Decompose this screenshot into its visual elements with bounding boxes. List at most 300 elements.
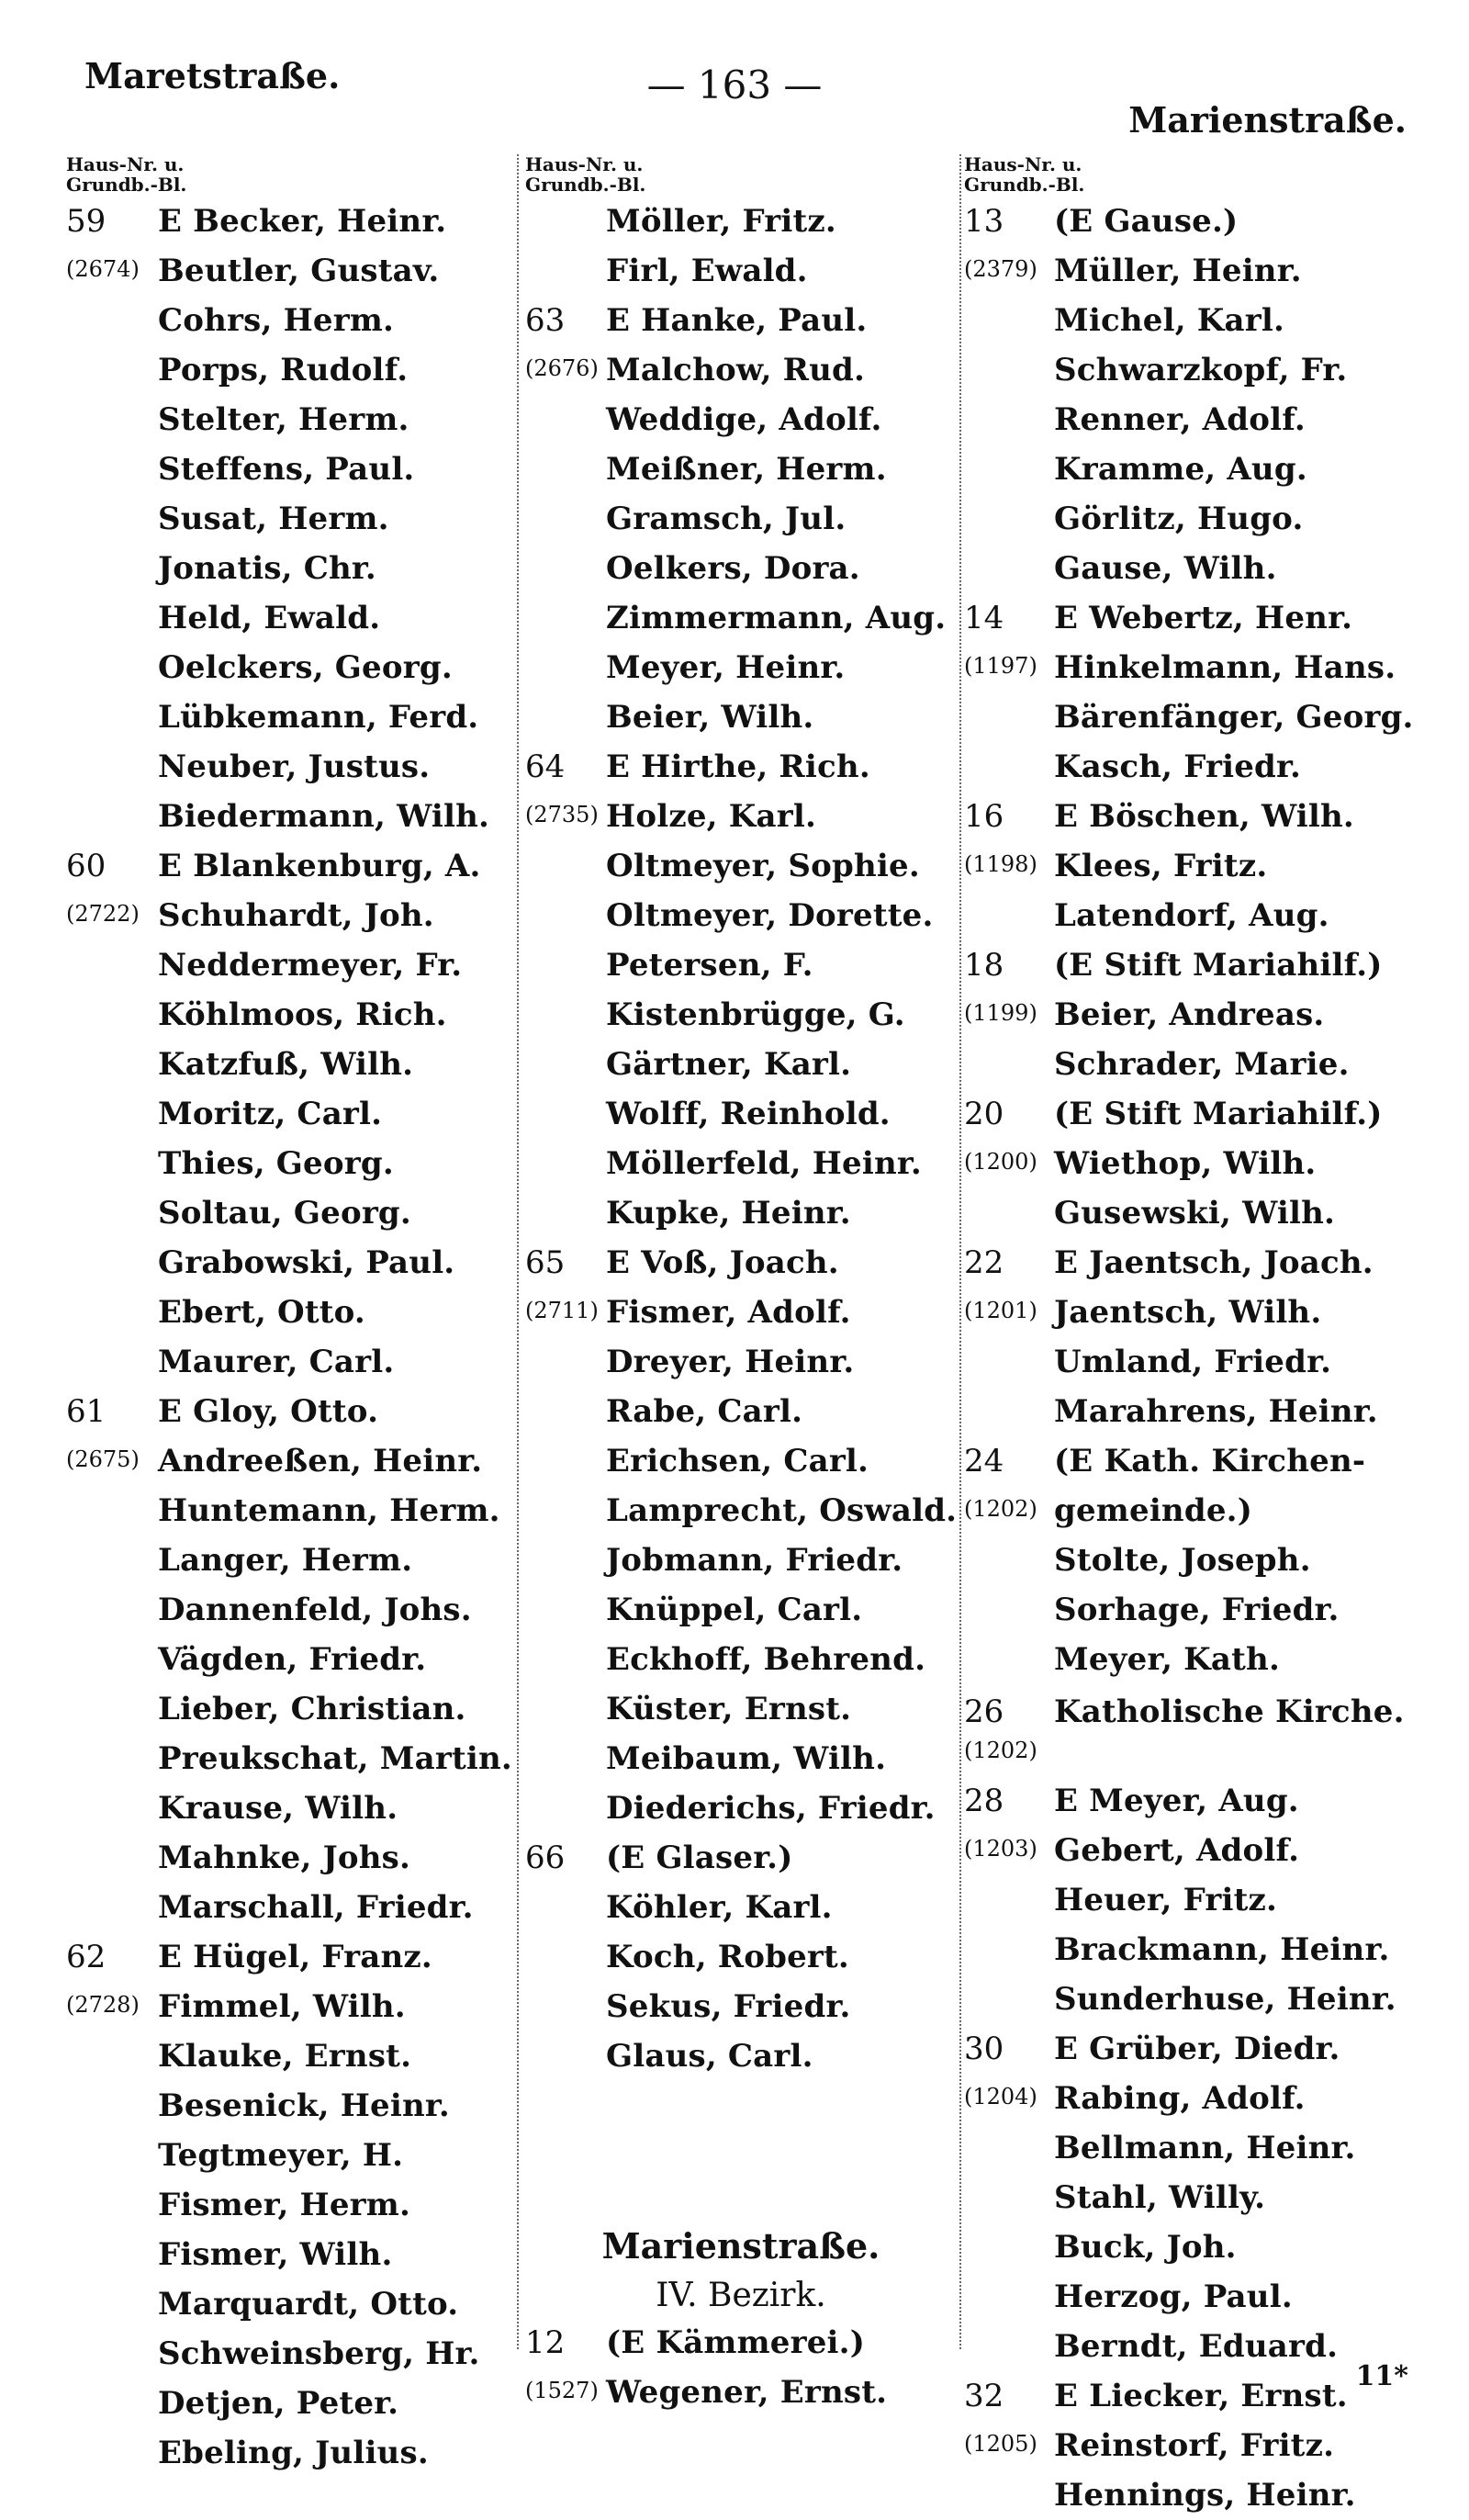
resident-name: Preukschat, Martin. (158, 1740, 512, 1777)
directory-entry (964, 2272, 1423, 2322)
resident-name: Huntemann, Herm. (158, 1492, 500, 1529)
resident-name: Berndt, Eduard. (1054, 2328, 1339, 2365)
directory-entry (964, 1238, 1423, 1288)
resident-name: Ebert, Otto. (158, 1294, 365, 1331)
entry-label (66, 1393, 158, 1430)
resident-name: Koch, Robert. (606, 1939, 849, 1975)
resident-name: Besenick, Heinr. (158, 2087, 450, 2124)
directory-entry (964, 1974, 1423, 2024)
directory-entry (964, 1925, 1423, 1974)
resident-name: Katzfuß, Wilh. (158, 1046, 414, 1083)
resident-name: Gause, Wilh. (1054, 550, 1277, 587)
directory-entry (964, 1536, 1423, 1585)
directory-entry (66, 1139, 514, 1188)
resident-name: Latendorf, Aug. (1054, 897, 1329, 934)
resident-name: (E Kath. Kirchen- (1054, 1443, 1366, 1479)
directory-entry (66, 345, 514, 395)
resident-name: Katholische Kirche. (1054, 1693, 1405, 1730)
directory-entry (525, 1536, 957, 1585)
entry-label (66, 255, 158, 287)
house-number: 12 (525, 2324, 566, 2361)
directory-entry (964, 345, 1423, 395)
directory-entry (66, 197, 514, 246)
directory-entry (66, 2031, 514, 2081)
land-register-number: (1200) (964, 1149, 1037, 1175)
directory-entry (66, 2180, 514, 2230)
directory-entry (964, 1826, 1423, 1875)
resident-name: Rabing, Adolf. (1054, 2080, 1306, 2117)
resident-name: Jonatis, Chr. (158, 550, 376, 587)
resident-name: Marschall, Friedr. (158, 1889, 474, 1926)
directory-entry (964, 1875, 1423, 1925)
resident-name: Neuber, Justus. (158, 748, 431, 785)
entry-label (964, 1244, 1054, 1281)
directory-entry (66, 1635, 514, 1684)
resident-name: Hennings, Heinr. (1054, 2477, 1356, 2514)
resident-name: Zimmermann, Aug. (606, 600, 947, 636)
resident-name: Klees, Fritz. (1054, 848, 1268, 884)
resident-name: Klauke, Ernst. (158, 2038, 412, 2075)
entry-label (964, 2430, 1054, 2461)
resident-name: Diederichs, Friedr. (606, 1790, 936, 1827)
resident-name: Biedermann, Wilh. (158, 798, 490, 835)
directory-entry (525, 246, 957, 296)
entry-label (525, 2324, 606, 2361)
directory-entry (525, 296, 957, 345)
directory-entry (525, 792, 957, 841)
directory-entry (66, 444, 514, 494)
resident-name: Kistenbrügge, G. (606, 996, 905, 1033)
house-number: 16 (964, 798, 1004, 835)
resident-name: Buck, Joh. (1054, 2229, 1237, 2266)
entry-label (964, 1785, 1054, 1817)
resident-name: (E Stift Mariahilf.) (1054, 947, 1383, 984)
column-head-line: Haus-Nr. u. (525, 153, 644, 175)
resident-name: E Hanke, Paul. (606, 302, 868, 339)
resident-name: Fismer, Wilh. (158, 2236, 393, 2273)
directory-entry (66, 2379, 514, 2428)
resident-name: Erichsen, Carl. (606, 1443, 869, 1479)
directory-entry (66, 296, 514, 345)
resident-name: Rabe, Carl. (606, 1393, 803, 1430)
house-number: 64 (525, 748, 566, 785)
resident-name: Küster, Ernst. (606, 1691, 852, 1727)
resident-name: Marahrens, Heinr. (1054, 1393, 1378, 1430)
directory-entry (525, 1635, 957, 1684)
directory-entry (964, 1387, 1423, 1436)
directory-entry (964, 1486, 1423, 1536)
running-header-left: Maretstraße. (84, 55, 341, 96)
directory-entry (964, 990, 1423, 1040)
signature-mark: 11* (1355, 2360, 1408, 2392)
directory-entry (525, 395, 957, 444)
directory-entry (964, 1040, 1423, 1089)
entry-label (964, 798, 1054, 835)
resident-name: E Liecker, Ernst. (1054, 2378, 1348, 2414)
resident-name: (E Gause.) (1054, 203, 1239, 240)
resident-name: (E Glaser.) (606, 1839, 793, 1876)
entry-label (964, 1835, 1054, 1866)
directory-entry (66, 1486, 514, 1536)
entry-label (964, 1098, 1054, 1130)
house-number: 28 (964, 1783, 1004, 1819)
resident-name: Sekus, Friedr. (606, 1988, 851, 2025)
directory-entry (525, 742, 957, 792)
resident-name: Held, Ewald. (158, 600, 381, 636)
resident-name: Firl, Ewald. (606, 253, 808, 289)
resident-name: Bärenfänger, Georg. (1054, 699, 1414, 736)
entry-label (964, 850, 1054, 882)
directory-entry (525, 940, 957, 990)
section-title: Marienstraße. (601, 2225, 880, 2267)
entry-label (525, 354, 606, 386)
entry-label (964, 1495, 1054, 1526)
directory-entry (525, 2318, 957, 2368)
resident-name: (E Kämmerei.) (606, 2324, 865, 2361)
directory-entry (66, 1089, 514, 1139)
resident-name: Gramsch, Jul. (606, 501, 847, 537)
entry-label (964, 947, 1054, 984)
directory-entry (964, 2421, 1423, 2470)
land-register-number: (1205) (964, 2431, 1037, 2457)
resident-name: Petersen, F. (606, 947, 813, 984)
directory-entry (66, 1436, 514, 1486)
resident-name: Langer, Herm. (158, 1542, 413, 1579)
directory-entry (66, 1783, 514, 1833)
directory-entry (66, 742, 514, 792)
column-head-line: Grundb.-Bl. (964, 174, 1085, 196)
resident-name: Herzog, Paul. (1054, 2278, 1293, 2315)
column-head (66, 154, 514, 195)
directory-entry (964, 593, 1423, 643)
resident-name: Oelckers, Georg. (158, 649, 453, 686)
land-register-number: (1199) (964, 1000, 1037, 1026)
directory-entry (525, 2368, 957, 2417)
house-number: 59 (66, 203, 107, 240)
directory-entry (525, 1734, 957, 1783)
directory-entry (964, 643, 1423, 692)
column-head-line: Grundb.-Bl. (66, 174, 187, 196)
entry-label (964, 203, 1054, 240)
directory-entry (525, 1684, 957, 1734)
resident-name: E Gloy, Otto. (158, 1393, 379, 1430)
land-register-number: (2735) (525, 802, 599, 827)
directory-entry (66, 1188, 514, 1238)
entry-label (66, 850, 158, 882)
directory-entry (964, 1635, 1423, 1684)
directory-entry (964, 197, 1423, 246)
resident-name: Knüppel, Carl. (606, 1592, 863, 1628)
house-number: 63 (525, 302, 566, 339)
directory-entry (525, 197, 957, 246)
directory-entry (525, 1337, 957, 1387)
page-number: — 163 — (646, 62, 823, 107)
directory-entry (66, 940, 514, 990)
entry-label (964, 2083, 1054, 2114)
land-register-number: (2379) (964, 256, 1037, 282)
resident-name: E Böschen, Wilh. (1054, 798, 1354, 835)
land-register-number: (2722) (66, 901, 140, 927)
directory-entry (66, 494, 514, 544)
directory-entry (66, 1238, 514, 1288)
entry-label (525, 748, 606, 785)
resident-name: Mahnke, Johs. (158, 1839, 411, 1876)
column-head (964, 154, 1423, 195)
directory-entry (525, 1238, 957, 1288)
resident-name: Porps, Rudolf. (158, 352, 409, 388)
directory-entry (964, 2470, 1423, 2520)
directory-entry (66, 2081, 514, 2131)
resident-name: Beutler, Gustav. (158, 253, 440, 289)
resident-name: Marquardt, Otto. (158, 2286, 459, 2323)
directory-entry (525, 1188, 957, 1238)
resident-name: Kupke, Heinr. (606, 1195, 851, 1232)
directory-entry (66, 1982, 514, 2031)
directory-entry (964, 2371, 1423, 2421)
directory-entry (525, 1387, 957, 1436)
directory-entry (964, 1776, 1423, 1826)
column-head (525, 154, 957, 195)
resident-name: Cohrs, Herm. (158, 302, 395, 339)
resident-name: Oltmeyer, Sophie. (606, 848, 920, 884)
resident-name: Wegener, Ernst. (606, 2374, 888, 2411)
land-register-number: (2674) (66, 256, 140, 282)
directory-entry (964, 1288, 1423, 1337)
resident-name: Dannenfeld, Johs. (158, 1592, 472, 1628)
resident-name: Möllerfeld, Heinr. (606, 1145, 922, 1182)
resident-name: gemeinde.) (1054, 1492, 1252, 1529)
directory-entry (66, 692, 514, 742)
land-register-number: (1527) (525, 2378, 599, 2403)
land-register-number: (1197) (964, 653, 1037, 679)
entry-label (525, 801, 606, 832)
land-register-number: (2728) (66, 1992, 140, 2018)
directory-entry (525, 1139, 957, 1188)
directory-entry (525, 544, 957, 593)
directory-entry (66, 1288, 514, 1337)
directory-entry (964, 1188, 1423, 1238)
entry-label (964, 999, 1054, 1030)
resident-name: E Hügel, Franz. (158, 1939, 432, 1975)
resident-name: Schuhardt, Joh. (158, 897, 434, 934)
directory-entry (66, 891, 514, 940)
directory-entry (66, 2279, 514, 2329)
resident-name: Grabowski, Paul. (158, 1244, 455, 1281)
resident-name: Neddermeyer, Fr. (158, 947, 463, 984)
directory-entry (964, 2222, 1423, 2272)
resident-name: E Webertz, Henr. (1054, 600, 1353, 636)
land-register-number: (1204) (964, 2084, 1037, 2109)
directory-entry (66, 990, 514, 1040)
resident-name: Malchow, Rud. (606, 352, 866, 388)
directory-entry (66, 643, 514, 692)
directory-entry (964, 841, 1423, 891)
resident-name: Wolff, Reinhold. (606, 1096, 891, 1132)
house-number: 26 (964, 1693, 1004, 1730)
resident-name: Thies, Georg. (158, 1145, 394, 1182)
resident-name: Hinkelmann, Hans. (1054, 649, 1396, 686)
house-number: 61 (66, 1393, 107, 1430)
entry-list (525, 197, 957, 2081)
resident-name: E Voß, Joach. (606, 1244, 839, 1281)
resident-name: Meyer, Heinr. (606, 649, 846, 686)
entry-label (66, 1991, 158, 2022)
resident-name: Steffens, Paul. (158, 451, 415, 488)
directory-entry (964, 891, 1423, 940)
resident-name: Görlitz, Hugo. (1054, 501, 1304, 537)
directory-entry (525, 1486, 957, 1536)
directory-entry (964, 2074, 1423, 2123)
directory-entry (964, 1684, 1423, 1776)
land-register-number: (1203) (964, 1836, 1037, 1862)
directory-entry (66, 2230, 514, 2279)
resident-name: Reinstorf, Fritz. (1054, 2427, 1335, 2464)
resident-name: E Blankenburg, A. (158, 848, 481, 884)
directory-entry (964, 2024, 1423, 2074)
directory-entry (525, 494, 957, 544)
directory-entry (66, 1040, 514, 1089)
directory-entry (525, 1436, 957, 1486)
directory-entry (964, 395, 1423, 444)
resident-name: Gärtner, Karl. (606, 1046, 852, 1083)
directory-entry (525, 1089, 957, 1139)
entry-label (964, 255, 1054, 287)
resident-name: Stelter, Herm. (158, 401, 409, 438)
resident-name: Oelkers, Dora. (606, 550, 860, 587)
entry-label (66, 203, 158, 240)
resident-name: Lamprecht, Oswald. (606, 1492, 958, 1529)
resident-name: Ebeling, Julius. (158, 2435, 429, 2471)
resident-name: Beier, Wilh. (606, 699, 814, 736)
resident-name: E Hirthe, Rich. (606, 748, 870, 785)
directory-entry (525, 1982, 957, 2031)
entry-label (66, 1941, 158, 1973)
house-number: 14 (964, 600, 1004, 636)
column-head-line: Grundb.-Bl. (525, 174, 646, 196)
resident-name: Gebert, Adolf. (1054, 1832, 1300, 1869)
directory-entry (66, 1883, 514, 1932)
house-number: 24 (964, 1443, 1004, 1479)
resident-name: Fimmel, Wilh. (158, 1988, 406, 2025)
entry-label (964, 1692, 1054, 1772)
resident-name: Schwarzkopf, Fr. (1054, 352, 1348, 388)
directory-entry (964, 1089, 1423, 1139)
resident-name: Lieber, Christian. (158, 1691, 466, 1727)
entry-label (964, 1297, 1054, 1328)
resident-name: E Becker, Heinr. (158, 203, 447, 240)
house-number: 20 (964, 1096, 1004, 1132)
directory-entry (525, 1833, 957, 1883)
entry-list (66, 197, 514, 2478)
entry-label (66, 1446, 158, 1477)
section-subtitle: IV. Bezirk. (656, 2277, 826, 2314)
directory-entry (964, 544, 1423, 593)
land-register-number: (1202) (964, 1738, 1037, 1763)
directory-entry (66, 1536, 514, 1585)
column-head-line: Haus-Nr. u. (964, 153, 1082, 175)
resident-name: Heuer, Fritz. (1054, 1882, 1278, 1918)
directory-entry (964, 1337, 1423, 1387)
column-divider (959, 154, 961, 2349)
house-number: 30 (964, 2031, 1004, 2067)
house-number: 32 (964, 2378, 1004, 2414)
entry-label (66, 900, 158, 931)
entry-label (964, 602, 1054, 634)
resident-name: Köhlmoos, Rich. (158, 996, 447, 1033)
column-3 (964, 154, 1423, 2520)
directory-entry (525, 444, 957, 494)
resident-name: Sorhage, Friedr. (1054, 1592, 1340, 1628)
directory-entry (525, 593, 957, 643)
resident-name: (E Stift Mariahilf.) (1054, 1096, 1383, 1132)
resident-name: Oltmeyer, Dorette. (606, 897, 934, 934)
resident-name: E Jaentsch, Joach. (1054, 1244, 1374, 1281)
directory-entry (66, 1734, 514, 1783)
resident-name: Renner, Adolf. (1054, 401, 1306, 438)
directory-entry (66, 395, 514, 444)
resident-name: Meißner, Herm. (606, 451, 887, 488)
resident-name: Schweinsberg, Hr. (158, 2335, 480, 2372)
resident-name: Müller, Heinr. (1054, 253, 1302, 289)
directory-entry (66, 544, 514, 593)
directory-entry (964, 444, 1423, 494)
land-register-number: (1202) (964, 1496, 1037, 1522)
directory-entry (964, 494, 1423, 544)
resident-name: Jaentsch, Wilh. (1054, 1294, 1322, 1331)
resident-name: Glaus, Carl. (606, 2038, 813, 2075)
column-head-line: Haus-Nr. u. (66, 153, 185, 175)
directory-entry (964, 742, 1423, 792)
resident-name: Maurer, Carl. (158, 1344, 395, 1380)
column-2 (525, 154, 957, 2417)
resident-name: Vägden, Friedr. (158, 1641, 427, 1678)
land-register-number: (2675) (66, 1446, 140, 1472)
house-number: 66 (525, 1839, 566, 1876)
directory-entry (525, 2031, 957, 2081)
directory-entry (964, 1585, 1423, 1635)
resident-name: Kramme, Aug. (1054, 451, 1307, 488)
directory-entry (964, 1139, 1423, 1188)
directory-entry (964, 792, 1423, 841)
resident-name: Eckhoff, Behrend. (606, 1641, 926, 1678)
entry-label (964, 1148, 1054, 1179)
resident-name: Kasch, Friedr. (1054, 748, 1302, 785)
resident-name: Jobmann, Friedr. (606, 1542, 903, 1579)
directory-entry (66, 792, 514, 841)
directory-entry (964, 2173, 1423, 2222)
directory-entry (525, 1585, 957, 1635)
directory-entry (525, 1783, 957, 1833)
house-number: 65 (525, 1244, 566, 1281)
resident-name: Weddige, Adolf. (606, 401, 882, 438)
entry-label (964, 2380, 1054, 2412)
resident-name: Köhler, Karl. (606, 1889, 833, 1926)
directory-entry (525, 841, 957, 891)
resident-name: Meibaum, Wilh. (606, 1740, 887, 1777)
directory-entry (964, 692, 1423, 742)
directory-entry (964, 296, 1423, 345)
directory-entry (525, 345, 957, 395)
house-number: 18 (964, 947, 1004, 984)
directory-entry (525, 990, 957, 1040)
resident-name: Bellmann, Heinr. (1054, 2130, 1356, 2166)
column-1 (66, 154, 514, 2478)
resident-name: Stolte, Joseph. (1054, 1542, 1311, 1579)
resident-name: Gusewski, Wilh. (1054, 1195, 1336, 1232)
directory-entry (66, 841, 514, 891)
directory-entry (525, 1932, 957, 1982)
house-number: 62 (66, 1939, 107, 1975)
